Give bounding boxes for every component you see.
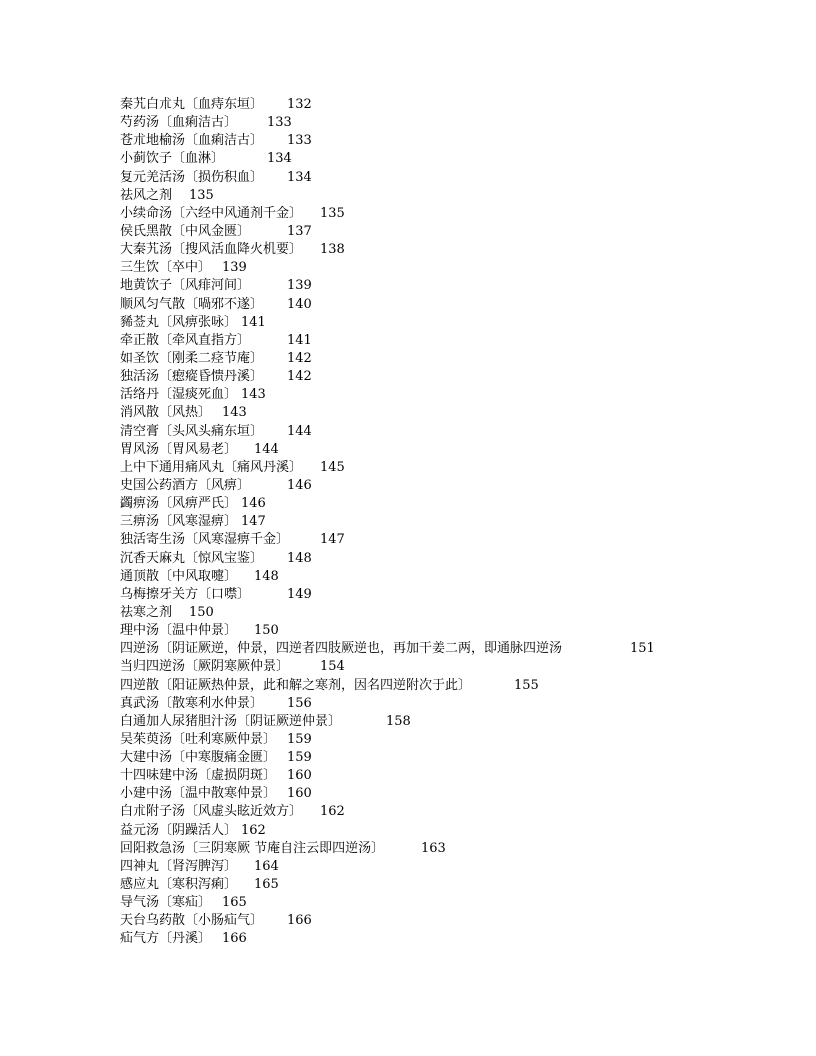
toc-entry-page-number: 165 — [222, 895, 247, 911]
toc-entry — [120, 894, 800, 912]
toc-entry — [120, 205, 800, 223]
toc-entry — [120, 858, 800, 876]
toc-entry — [120, 459, 800, 477]
toc-list — [120, 96, 800, 949]
toc-entry — [120, 223, 800, 241]
toc-entry-title: 三生饮〔卒中〕 — [120, 260, 212, 276]
toc-entry-title: 导气汤〔寒疝〕 — [120, 895, 212, 911]
toc-entry — [120, 568, 800, 586]
toc-entry-page-number: 164 — [254, 858, 279, 874]
toc-entry-title: 活络丹〔湿痰死血〕 — [120, 387, 238, 403]
toc-entry — [120, 114, 800, 132]
toc-entry-page-number: 143 — [222, 405, 247, 421]
toc-entry — [120, 495, 800, 513]
toc-entry-title: 史国公药酒方〔风痹〕 — [120, 477, 251, 493]
toc-entry-title: 感应丸〔寒积泻痢〕 — [120, 877, 238, 893]
toc-entry — [120, 695, 800, 713]
toc-entry-page-number: 141 — [287, 332, 312, 348]
toc-entry — [120, 423, 800, 441]
toc-entry-page-number: 163 — [421, 840, 446, 856]
toc-entry — [120, 822, 800, 840]
toc-entry-title: 清空膏〔头风头痛东垣〕 — [120, 423, 264, 439]
toc-entry-title: 十四味建中汤〔虚损阴斑〕 — [120, 768, 277, 784]
toc-entry-page-number: 145 — [320, 459, 345, 475]
toc-entry-title: 四神丸〔肾泻脾泻〕 — [120, 858, 238, 874]
toc-entry-title: 祛风之剂 — [120, 187, 173, 203]
toc-entry-page-number: 147 — [320, 532, 345, 548]
toc-entry-page-number: 143 — [241, 387, 266, 403]
toc-entry-page-number: 134 — [287, 169, 312, 185]
toc-entry — [120, 749, 800, 767]
toc-entry-page-number: 150 — [254, 623, 279, 639]
toc-entry-page-number: 150 — [189, 604, 214, 620]
toc-entry — [120, 368, 800, 386]
toc-entry-title: 牵正散〔牵风直指方〕 — [120, 332, 251, 348]
toc-entry — [120, 96, 800, 114]
toc-entry-page-number: 144 — [254, 441, 279, 457]
toc-entry-title: 小建中汤〔温中散寒仲景〕 — [120, 786, 277, 802]
toc-entry-page-number: 135 — [320, 205, 345, 221]
toc-entry-title: 祛寒之剂 — [120, 604, 173, 620]
toc-entry-title: 苍朮地榆汤〔血痢洁古〕 — [120, 133, 264, 149]
toc-entry-page-number: 133 — [267, 115, 292, 131]
toc-entry-title: 疝气方〔丹溪〕 — [120, 931, 212, 947]
toc-entry-title: 独活汤〔瘛瘲昏愦丹溪〕 — [120, 369, 264, 385]
toc-entry-title: 独活寄生汤〔风寒湿痹千金〕 — [120, 532, 290, 548]
toc-entry — [120, 350, 800, 368]
toc-entry-page-number: 142 — [287, 350, 312, 366]
toc-entry-title: 上中下通用痛风丸〔痛风丹溪〕 — [120, 459, 303, 475]
toc-entry-page-number: 146 — [241, 496, 266, 512]
toc-entry — [120, 531, 800, 549]
toc-entry-page-number: 142 — [287, 369, 312, 385]
toc-entry-page-number: 156 — [287, 695, 312, 711]
toc-entry-title: 沉香天麻丸〔惊风宝鉴〕 — [120, 550, 264, 566]
toc-entry-title: 天台乌药散〔小肠疝气〕 — [120, 913, 264, 929]
toc-entry-title: 四逆散〔阳证厥热仲景，此和解之寒剂，因名四逆附次于此〕 — [120, 677, 472, 693]
toc-entry-page-number: 147 — [241, 514, 266, 530]
toc-entry-title: 地黄饮子〔风痱河间〕 — [120, 278, 251, 294]
toc-entry — [120, 332, 800, 350]
toc-entry-title: 顺风匀气散〔喎邪不遂〕 — [120, 296, 264, 312]
toc-entry-title: 小续命汤〔六经中风通剂千金〕 — [120, 205, 303, 221]
toc-entry-page-number: 160 — [287, 768, 312, 784]
toc-entry-title: 三痹汤〔风寒湿痹〕 — [120, 514, 238, 530]
toc-entry-page-number: 135 — [189, 187, 214, 203]
toc-entry-page-number: 162 — [241, 822, 266, 838]
toc-entry-page-number: 162 — [320, 804, 345, 820]
toc-entry-page-number: 132 — [287, 97, 312, 112]
toc-entry — [120, 803, 800, 821]
toc-entry-title: 真武汤〔散寒利水仲景〕 — [120, 695, 264, 711]
toc-entry-page-number: 165 — [254, 877, 279, 893]
toc-entry-page-number: 151 — [630, 641, 655, 657]
toc-entry-title: 侯氏黑散〔中风金匮〕 — [120, 223, 251, 239]
toc-entry-title: 胃风汤〔胃风易老〕 — [120, 441, 238, 457]
toc-entry — [120, 441, 800, 459]
toc-entry-title: 回阳救急汤〔三阴寒厥 节庵自注云即四逆汤〕 — [120, 840, 385, 856]
toc-entry-title: 小蓟饮子〔血淋〕 — [120, 151, 225, 167]
toc-entry-page-number: 166 — [222, 931, 247, 947]
toc-entry-page-number: 149 — [287, 586, 312, 602]
toc-entry-page-number: 166 — [287, 913, 312, 929]
toc-entry-page-number: 144 — [287, 423, 312, 439]
toc-entry-page-number: 139 — [287, 278, 312, 294]
toc-entry — [120, 604, 800, 622]
toc-entry — [120, 640, 800, 658]
toc-entry-page-number: 133 — [287, 133, 312, 149]
toc-entry — [120, 477, 800, 495]
toc-entry-title: 吴茱萸汤〔吐利寒厥仲景〕 — [120, 731, 277, 747]
toc-entry-page-number: 158 — [386, 713, 411, 729]
toc-entry-page-number: 159 — [287, 750, 312, 766]
toc-entry — [120, 187, 800, 205]
toc-entry-title: 益元汤〔阴躁活人〕 — [120, 822, 238, 838]
toc-entry-page-number: 155 — [514, 677, 539, 693]
toc-entry — [120, 785, 800, 803]
toc-entry — [120, 930, 800, 948]
toc-entry-title: 消风散〔风热〕 — [120, 405, 212, 421]
toc-entry-page-number: 148 — [254, 568, 279, 584]
toc-entry-title: 如圣饮〔刚柔二痉节庵〕 — [120, 350, 264, 366]
toc-entry-page-number: 146 — [287, 477, 312, 493]
toc-entry — [120, 586, 800, 604]
toc-entry-page-number: 141 — [241, 314, 266, 330]
toc-entry — [120, 150, 800, 168]
toc-entry — [120, 513, 800, 531]
toc-entry-page-number: 159 — [287, 731, 312, 747]
toc-entry-page-number: 139 — [222, 260, 247, 276]
toc-entry — [120, 658, 800, 676]
toc-entry — [120, 550, 800, 568]
toc-entry-title: 大建中汤〔中寒腹痛金匮〕 — [120, 750, 277, 766]
toc-entry — [120, 840, 800, 858]
toc-entry-title: 复元羌活汤〔损伤积血〕 — [120, 169, 264, 185]
toc-entry — [120, 622, 800, 640]
toc-entry-page-number: 148 — [287, 550, 312, 566]
toc-entry — [120, 296, 800, 314]
toc-entry — [120, 259, 800, 277]
toc-entry-title: 四逆汤〔阴证厥逆，仲景，四逆者四肢厥逆也，再加干姜二两，即通脉四逆汤 — [120, 641, 563, 657]
toc-entry-title: 豨莶丸〔风痹张咏〕 — [120, 314, 238, 330]
toc-entry — [120, 241, 800, 259]
toc-entry — [120, 314, 800, 332]
toc-entry-page-number: 154 — [320, 659, 345, 675]
toc-entry-title: 芍药汤〔血痢洁古〕 — [120, 115, 238, 131]
toc-entry-title: 大秦艽汤〔搜风活血降火机要〕 — [120, 242, 303, 258]
toc-entry-title: 白朮附子汤〔风虚头眩近效方〕 — [120, 804, 303, 820]
toc-entry — [120, 767, 800, 785]
toc-entry-title: 通顶散〔中风取嚏〕 — [120, 568, 238, 584]
toc-entry-page-number: 134 — [267, 151, 292, 167]
toc-entry-title: 理中汤〔温中仲景〕 — [120, 623, 238, 639]
toc-entry — [120, 713, 800, 731]
toc-entry — [120, 386, 800, 404]
toc-entry-title: 白通加人尿猪胆汁汤〔阴证厥逆仲景〕 — [120, 713, 342, 729]
toc-entry — [120, 876, 800, 894]
toc-entry — [120, 277, 800, 295]
toc-entry-page-number: 160 — [287, 786, 312, 802]
toc-entry-title: 当归四逆汤〔厥阴寒厥仲景〕 — [120, 659, 290, 675]
toc-entry — [120, 404, 800, 422]
toc-entry-page-number: 138 — [320, 242, 345, 258]
toc-entry-title: 秦艽白朮丸〔血痔东垣〕 — [120, 97, 264, 112]
toc-entry-title: 乌梅擦牙关方〔口噤〕 — [120, 586, 251, 602]
toc-entry — [120, 132, 800, 150]
toc-entry — [120, 912, 800, 930]
toc-entry-title: 蠲痹汤〔风痹严氏〕 — [120, 496, 238, 512]
toc-entry-page-number: 137 — [287, 223, 312, 239]
toc-entry — [120, 169, 800, 187]
toc-entry — [120, 677, 800, 695]
toc-entry — [120, 731, 800, 749]
toc-entry-page-number: 140 — [287, 296, 312, 312]
